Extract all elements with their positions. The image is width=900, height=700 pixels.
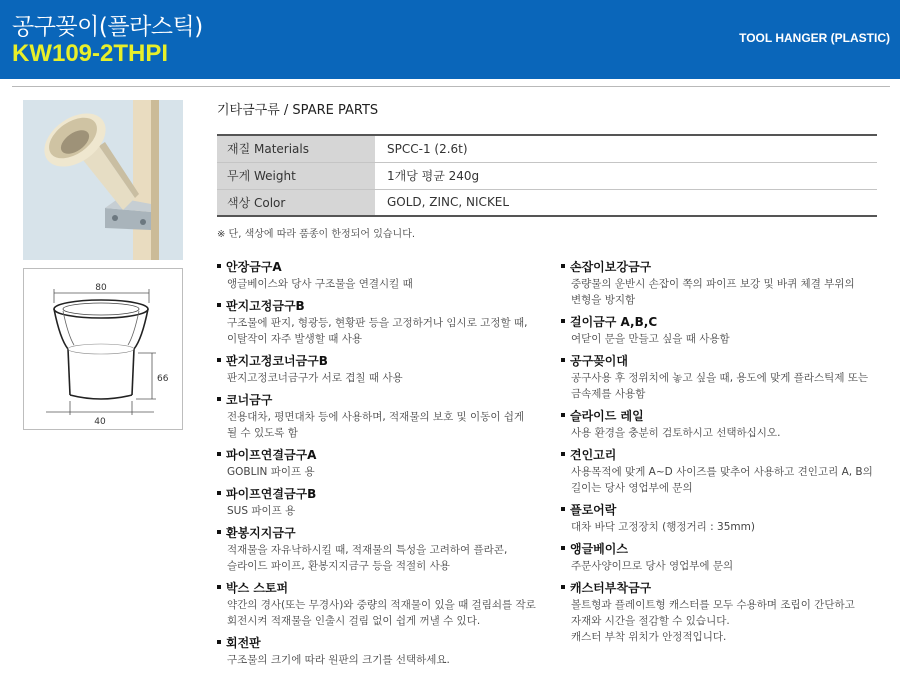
part-title: 캐스터부착금구 bbox=[570, 581, 652, 595]
part-title: 슬라이드 레일 bbox=[570, 409, 644, 423]
list-item bbox=[561, 541, 886, 574]
list-item bbox=[561, 353, 886, 402]
part-title: 판지고정금구B bbox=[226, 299, 305, 313]
list-item bbox=[217, 259, 552, 292]
bullet-icon bbox=[217, 452, 221, 456]
spec-row-weight bbox=[217, 162, 877, 189]
part-title: 파이프연결금구A bbox=[226, 448, 317, 462]
spec-label: 색상 Color bbox=[217, 189, 375, 216]
part-description: 사용 환경을 충분히 검토하시고 선택하십시오. bbox=[571, 427, 781, 439]
part-title: 환봉지지금구 bbox=[226, 526, 296, 540]
section-title: 기타금구류 / SPARE PARTS bbox=[217, 103, 379, 118]
product-name-en: TOOL HANGER (PLASTIC) bbox=[739, 31, 890, 45]
part-description: 구조물에 판지, 형광등, 현황판 등을 고정하거나 임시로 고정할 때, 이탈작이 자주 발생할 때 사용 bbox=[227, 317, 528, 345]
part-title: 안장금구A bbox=[226, 260, 282, 274]
spec-value: 1개당 평균 240g bbox=[387, 169, 480, 183]
page-title: 공구꽂이(플라스틱) bbox=[12, 14, 203, 40]
bullet-icon bbox=[561, 507, 565, 511]
part-description: 중량물의 운반시 손잡이 쪽의 파이프 보강 및 바퀴 체결 부위의 변형을 방지함 bbox=[571, 278, 855, 306]
color-note: ※ 단, 색상에 따라 품종이 한정되어 있습니다. bbox=[217, 229, 416, 240]
bullet-icon bbox=[561, 585, 565, 589]
part-title: 판지고정코너금구B bbox=[226, 354, 328, 368]
spec-row-materials bbox=[217, 135, 877, 162]
part-title: 앵글베이스 bbox=[570, 542, 628, 556]
list-item bbox=[217, 580, 552, 629]
bullet-icon bbox=[561, 546, 565, 550]
part-description: 주문사양이므로 당사 영업부에 문의 bbox=[571, 560, 734, 572]
list-item bbox=[217, 298, 552, 347]
part-description: 구조물의 크기에 따라 원판의 크기를 선택하세요. bbox=[227, 654, 450, 666]
part-description: 전용대차, 평면대차 등에 사용하며, 적재물의 보호 및 이동이 쉽게 될 수 있도록 함 bbox=[227, 411, 525, 439]
part-description: 사용목적에 맞게 A~D 사이즈를 맞추어 사용하고 견인고리 A, B의 길이는 당사 영업부에 문의 bbox=[571, 466, 873, 494]
part-description: SUS 파이프 용 bbox=[227, 505, 296, 517]
dim-bottom-label: 40 bbox=[94, 417, 106, 427]
bullet-icon bbox=[561, 413, 565, 417]
part-title: 견인고리 bbox=[570, 448, 617, 462]
dim-height-label: 66 bbox=[157, 374, 169, 384]
part-description: 앵글베이스와 당사 구조물을 연결시킬 때 bbox=[227, 278, 413, 290]
bullet-icon bbox=[217, 303, 221, 307]
part-description: 약간의 경사(또는 무경사)와 중량의 적재물이 있을 때 걸림쇠를 작로 회전시켜 적재물을 인출시 걸림 없이 쉽게 꺼낼 수 있다. bbox=[227, 599, 536, 627]
part-description: 볼트형과 플레이트형 캐스터를 모두 수용하며 조립이 간단하고 자재와 시간을 절감할 수 있습니다. 캐스터 부착 위치가 안정적입니다. bbox=[571, 599, 855, 643]
hanger-dimension-drawing bbox=[24, 269, 182, 429]
part-description: 여닫이 문을 만들고 싶을 때 사용함 bbox=[571, 333, 730, 345]
list-item bbox=[217, 392, 552, 441]
bullet-icon bbox=[561, 358, 565, 362]
bullet-icon bbox=[217, 585, 221, 589]
model-number: KW109-2THPI bbox=[12, 40, 169, 67]
spec-label: 무게 Weight bbox=[217, 162, 375, 189]
part-title: 파이프연결금구B bbox=[226, 487, 317, 501]
part-description: 공구사용 후 정위치에 놓고 싶을 때, 용도에 맞게 플라스틱제 또는 금속제를 사용함 bbox=[571, 372, 869, 400]
bullet-icon bbox=[561, 452, 565, 456]
part-title: 걸이금구 A,B,C bbox=[570, 315, 658, 329]
part-description: GOBLIN 파이프 용 bbox=[227, 466, 315, 478]
list-item bbox=[561, 259, 886, 308]
tool-hanger-photo-illustration bbox=[23, 100, 183, 260]
list-item bbox=[217, 525, 552, 574]
bullet-icon bbox=[217, 530, 221, 534]
part-description: 판지고정코너금구가 서로 겹칠 때 사용 bbox=[227, 372, 403, 384]
parts-list-right bbox=[561, 259, 886, 651]
technical-drawing bbox=[23, 268, 183, 430]
part-title: 박스 스토퍼 bbox=[226, 581, 289, 595]
spec-table bbox=[217, 134, 877, 217]
list-item bbox=[561, 314, 886, 347]
spec-value: SPCC-1 (2.6t) bbox=[387, 141, 468, 156]
list-item bbox=[217, 486, 552, 519]
bullet-icon bbox=[561, 319, 565, 323]
list-item bbox=[561, 408, 886, 441]
part-description: 대차 바닥 고정장치 (행정거리 : 35mm) bbox=[571, 521, 755, 533]
list-item bbox=[561, 580, 886, 645]
part-title: 플로어락 bbox=[570, 503, 617, 517]
header-banner bbox=[0, 0, 900, 79]
bullet-icon bbox=[217, 640, 221, 644]
bullet-icon bbox=[217, 397, 221, 401]
list-item bbox=[217, 353, 552, 386]
product-photo bbox=[23, 100, 183, 260]
list-item bbox=[561, 447, 886, 496]
bullet-icon bbox=[217, 358, 221, 362]
spec-row-color bbox=[217, 189, 877, 216]
spec-label: 재질 Materials bbox=[217, 135, 375, 162]
dim-top-label: 80 bbox=[95, 283, 107, 293]
list-item bbox=[217, 635, 552, 668]
spec-value: GOLD, ZINC, NICKEL bbox=[387, 195, 510, 210]
part-title: 공구꽂이대 bbox=[570, 354, 628, 368]
divider bbox=[12, 86, 890, 87]
list-item bbox=[561, 502, 886, 535]
bullet-icon bbox=[561, 264, 565, 268]
part-title: 회전판 bbox=[226, 636, 261, 650]
part-title: 코너금구 bbox=[226, 393, 273, 407]
list-item bbox=[217, 447, 552, 480]
part-description: 적재물을 자유낙하시킬 때, 적재물의 특성을 고려하여 플라콘, 슬라이드 파이프, 환봉지지금구 등을 적절히 사용 bbox=[227, 544, 508, 572]
bullet-icon bbox=[217, 264, 221, 268]
parts-list-left bbox=[217, 259, 552, 674]
part-title: 손잡이보강금구 bbox=[570, 260, 652, 274]
bullet-icon bbox=[217, 491, 221, 495]
